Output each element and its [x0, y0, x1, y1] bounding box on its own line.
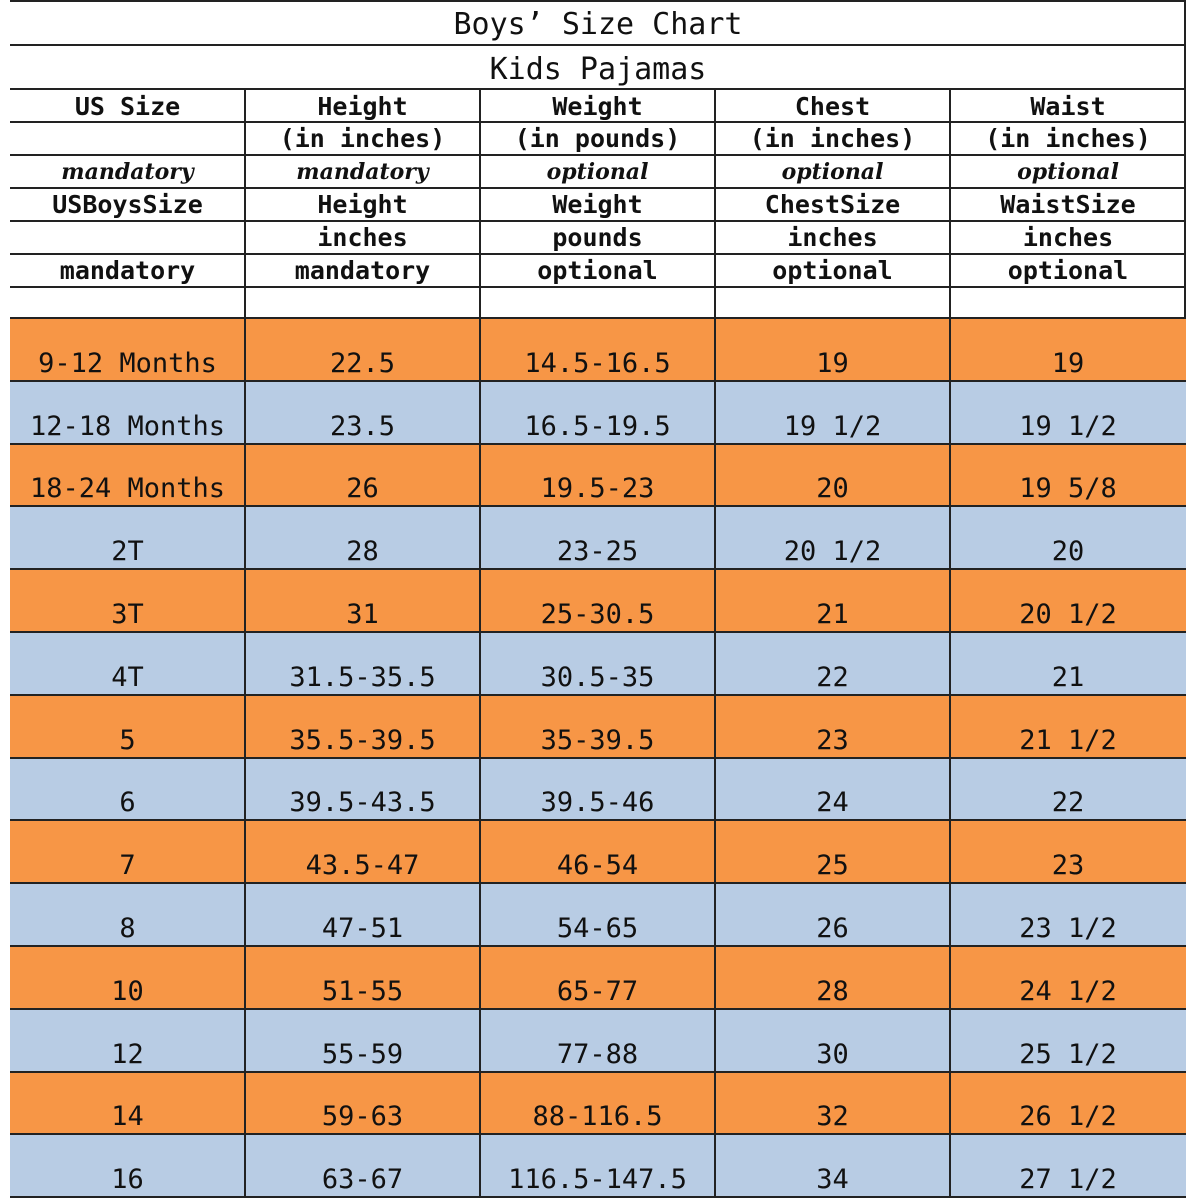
table-cell: 18-24 Months — [29, 473, 226, 505]
grid-line — [10, 694, 1186, 696]
grid-line — [10, 380, 1186, 382]
table-cell: 22 — [816, 661, 849, 693]
table-cell: 43.5-47 — [305, 850, 420, 882]
grid-line — [10, 505, 1186, 507]
table-cell: 20 — [1051, 536, 1085, 568]
table-cell: 31 — [346, 598, 379, 630]
grid-line — [10, 631, 1186, 633]
table-cell: 51-55 — [321, 975, 404, 1007]
table-cell: 28 — [346, 536, 379, 568]
grid-line — [10, 757, 1186, 759]
header-cell: Height — [317, 92, 408, 121]
table-cell: 23 — [816, 724, 849, 756]
table-cell: 24 — [816, 787, 849, 819]
grid-line — [244, 89, 246, 1197]
header-cell: mandatory — [294, 256, 431, 285]
grid-line — [10, 154, 1186, 156]
header-cell: Chest — [794, 92, 871, 121]
table-cell: 2T — [111, 536, 144, 568]
grid-line — [479, 89, 481, 1197]
table-cell: 19 1/2 — [783, 410, 882, 442]
table-cell: 19 — [816, 347, 849, 379]
table-cell: 25 1/2 — [1019, 1038, 1117, 1070]
header-cell: pounds — [552, 223, 643, 252]
header-cell: (in inches) — [279, 124, 446, 153]
table-cell: 77-88 — [556, 1038, 639, 1070]
table-cell: 19 — [1051, 347, 1085, 379]
table-cell: 23.5 — [329, 410, 396, 442]
table-cell: 30.5-35 — [540, 661, 655, 693]
table-cell: 21 — [1051, 661, 1085, 693]
table-cell: 27 1/2 — [1019, 1164, 1117, 1196]
table-cell: 23 1/2 — [1019, 912, 1117, 944]
table-cell: 34 — [816, 1164, 849, 1196]
grid-line — [10, 220, 1186, 222]
grid-line — [1184, 89, 1186, 317]
grid-line — [949, 89, 951, 1197]
table-cell: 31.5-35.5 — [289, 661, 436, 693]
table-cell: 12 — [111, 1038, 144, 1070]
grid-line — [10, 0, 1186, 2]
table-cell: 12-18 Months — [29, 410, 226, 442]
table-cell: 22.5 — [329, 347, 396, 379]
grid-line — [10, 819, 1186, 821]
table-cell: 9-12 Months — [38, 347, 217, 379]
header-cell: mandatory — [61, 158, 194, 185]
table-cell: 35-39.5 — [540, 724, 655, 756]
header-cell: US Size — [74, 92, 181, 121]
header-cell: USBoysSize — [52, 190, 203, 219]
table-cell: 65-77 — [556, 975, 639, 1007]
header-cell: optional — [772, 256, 893, 285]
table-cell: 21 1/2 — [1019, 724, 1117, 756]
table-cell: 35.5-39.5 — [289, 724, 436, 756]
header-cell — [10, 221, 245, 254]
table-cell: 14 — [111, 1101, 144, 1133]
table-cell: 7 — [119, 850, 136, 882]
header-cell — [10, 122, 245, 155]
table-cell: 26 — [346, 473, 379, 505]
grid-line — [10, 88, 1186, 90]
table-cell: 20 1/2 — [1019, 598, 1117, 630]
table-cell: 39.5-43.5 — [289, 787, 436, 819]
table-cell: 28 — [816, 975, 849, 1007]
header-cell: mandatory — [59, 256, 196, 285]
table-cell: 63-67 — [321, 1164, 404, 1196]
table-cell: 14.5-16.5 — [524, 347, 671, 379]
table-cell: 39.5-46 — [540, 787, 655, 819]
grid-line — [10, 187, 1186, 189]
header-cell: optional — [1007, 256, 1129, 285]
size-chart-table — [10, 0, 1186, 1197]
table-cell: 88-116.5 — [532, 1101, 663, 1133]
table-cell: 10 — [111, 975, 144, 1007]
table-cell: 30 — [816, 1038, 849, 1070]
table-cell: 8 — [119, 912, 136, 944]
header-cell: inches — [787, 223, 878, 252]
table-cell: 19 5/8 — [1019, 473, 1117, 505]
table-cell: 20 — [816, 473, 849, 505]
grid-line — [10, 121, 1186, 123]
header-cell: Waist — [1030, 92, 1106, 121]
grid-line — [10, 1071, 1186, 1073]
grid-line — [10, 1196, 1186, 1198]
header-cell: optional — [781, 158, 884, 185]
table-cell: 24 1/2 — [1019, 975, 1117, 1007]
grid-line — [10, 44, 1186, 46]
chart-title: Boys’ Size Chart — [453, 6, 743, 42]
table-cell: 26 — [816, 912, 849, 944]
table-cell: 22 — [1051, 787, 1085, 819]
table-cell: 26 1/2 — [1019, 1101, 1117, 1133]
grid-line — [10, 568, 1186, 570]
table-cell: 4T — [111, 661, 144, 693]
header-cell: (in inches) — [749, 124, 916, 153]
table-cell: 16.5-19.5 — [524, 410, 671, 442]
header-cell: Height — [317, 190, 408, 219]
header-cell: optional — [546, 158, 649, 185]
header-cell: optional — [537, 256, 658, 285]
table-cell: 55-59 — [321, 1038, 404, 1070]
table-cell: 6 — [119, 787, 136, 819]
header-cell: Weight — [552, 190, 643, 219]
header-cell: Weight — [552, 92, 643, 121]
grid-line — [10, 317, 1186, 319]
table-cell: 19 1/2 — [1019, 410, 1117, 442]
header-cell: inches — [1022, 223, 1114, 252]
grid-line — [10, 945, 1186, 947]
header-cell: inches — [317, 223, 408, 252]
table-cell: 19.5-23 — [540, 473, 655, 505]
table-cell: 59-63 — [321, 1101, 404, 1133]
header-cell: optional — [1017, 158, 1119, 185]
grid-line — [714, 89, 716, 1197]
table-cell: 47-51 — [321, 912, 404, 944]
chart-subtitle: Kids Pajamas — [489, 51, 707, 87]
grid-line — [10, 882, 1186, 884]
table-cell: 32 — [816, 1101, 849, 1133]
table-cell: 21 — [816, 598, 849, 630]
table-cell: 5 — [119, 724, 136, 756]
header-cell: (in pounds) — [514, 124, 681, 153]
grid-line — [10, 1008, 1186, 1010]
table-cell: 3T — [111, 598, 144, 630]
grid-line — [10, 253, 1186, 255]
table-cell: 23 — [1051, 850, 1085, 882]
table-cell: 23-25 — [556, 536, 639, 568]
table-cell: 25 — [816, 850, 849, 882]
header-cell: ChestSize — [764, 190, 901, 219]
header-cell: mandatory — [296, 158, 429, 185]
header-cell: (in inches) — [985, 124, 1151, 153]
grid-line — [10, 286, 1186, 288]
table-cell: 25-30.5 — [540, 598, 655, 630]
header-cell: WaistSize — [1000, 190, 1136, 219]
grid-line — [10, 1133, 1186, 1135]
table-cell: 46-54 — [556, 850, 639, 882]
table-cell: 20 1/2 — [783, 536, 882, 568]
grid-line — [1184, 0, 1186, 90]
table-cell: 54-65 — [556, 912, 639, 944]
table-cell: 116.5-147.5 — [508, 1164, 687, 1196]
grid-line — [10, 443, 1186, 445]
table-cell: 16 — [111, 1164, 144, 1196]
